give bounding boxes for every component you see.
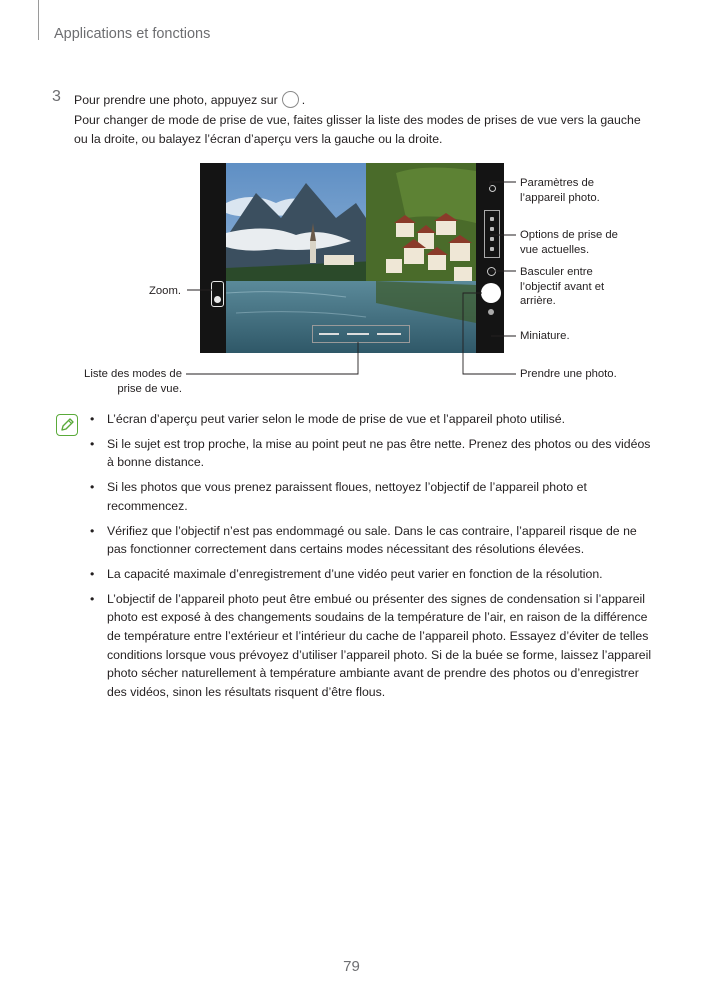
callout-switch-line2: l’objectif avant et <box>520 280 605 293</box>
callout-settings-line1: Paramètres de <box>520 177 595 189</box>
callout-take-photo: Prendre une photo. <box>520 368 617 380</box>
note-text: Si le sujet est trop proche, la mise au point peut ne pas être nette. Prenez des photos ou des vidéos à bonne distance. <box>107 436 651 470</box>
note-item <box>90 522 652 559</box>
note-text: L’écran d’aperçu peut varier selon le mode de prise de vue et l’appareil photo utilisé. <box>107 412 565 426</box>
callout-options-line1: Options de prise de <box>520 229 618 241</box>
settings-leader-line <box>490 182 516 187</box>
step-instruction-text: Pour prendre une photo, appuyez sur <box>74 92 278 107</box>
note-text: L’objectif de l’appareil photo peut être embué ou présenter des signes de condensation si l’appareil photo est exposé à des changements soudains de la température de l’air, en raison de la différence de température entre l’extérieur et l’intérieur du cache de l’appareil photo. Essayez d’éviter de telles conditions lorsque vous prévoyez d’utiliser l’appareil photo. Si de la buée se forme, laissez l’appareil photo sécher naturellement à température ambiante avant de prendre des photos ou d’enregistrer des vidéos, sinon les résultats risquent d’être flous. <box>107 591 652 700</box>
callout-mode-list-line2: prise de vue. <box>117 382 182 395</box>
step-number: 3 <box>52 88 61 105</box>
callout-switch-line1: Basculer entre <box>520 266 593 278</box>
callout-settings <box>520 176 600 205</box>
note-list <box>90 410 652 708</box>
shutter-leader-line <box>463 293 516 374</box>
mode-list-leader-line <box>186 342 358 374</box>
note-item <box>90 435 652 472</box>
bullet: • <box>90 412 95 426</box>
step-instruction-detail: Pour changer de mode de prise de vue, faites glisser la liste des modes de prises de vue vers la gauche ou la droite, ou balayez l’écran d’aperçu vers la gauche ou la droite. <box>74 113 641 146</box>
note-text: Si les photos que vous prenez paraissent floues, nettoyez l’objectif de l’appareil photo et recommencez. <box>107 480 587 513</box>
callout-current-options <box>520 228 618 257</box>
callout-mode-list-line1: Liste des modes de <box>84 368 182 380</box>
note-text: Vérifiez que l’objectif n’est pas endommagé ou sale. Dans le cas contraire, l’appareil risque de ne pas fonctionner correctement dans certains modes nécessitant des résolutions élevées. <box>107 523 637 557</box>
callout-switch-line3: arrière. <box>520 295 556 307</box>
page-number: 79 <box>343 958 360 975</box>
note-item <box>90 565 652 584</box>
bullet: • <box>90 436 95 451</box>
note-item <box>90 410 652 429</box>
bullet: • <box>90 480 95 495</box>
bullet: • <box>90 591 95 606</box>
callout-options-line2: vue actuelles. <box>520 243 590 256</box>
bullet: • <box>90 523 95 538</box>
note-pencil-icon <box>56 414 78 436</box>
callout-switch-lens <box>520 265 604 309</box>
bullet: • <box>90 566 95 581</box>
callout-mode-list <box>84 367 182 396</box>
page-header-title: Applications et fonctions <box>54 26 211 42</box>
note-item <box>90 590 652 702</box>
callout-settings-line2: l’appareil photo. <box>520 191 600 204</box>
step-instruction-end: . <box>301 92 306 107</box>
note-text: La capacité maximale d’enregistrement d’une vidéo peut varier en fonction de la résolution. <box>107 566 603 581</box>
callout-zoom: Zoom. <box>149 285 182 297</box>
callout-thumbnail: Miniature. <box>520 330 570 342</box>
note-item <box>90 478 652 515</box>
